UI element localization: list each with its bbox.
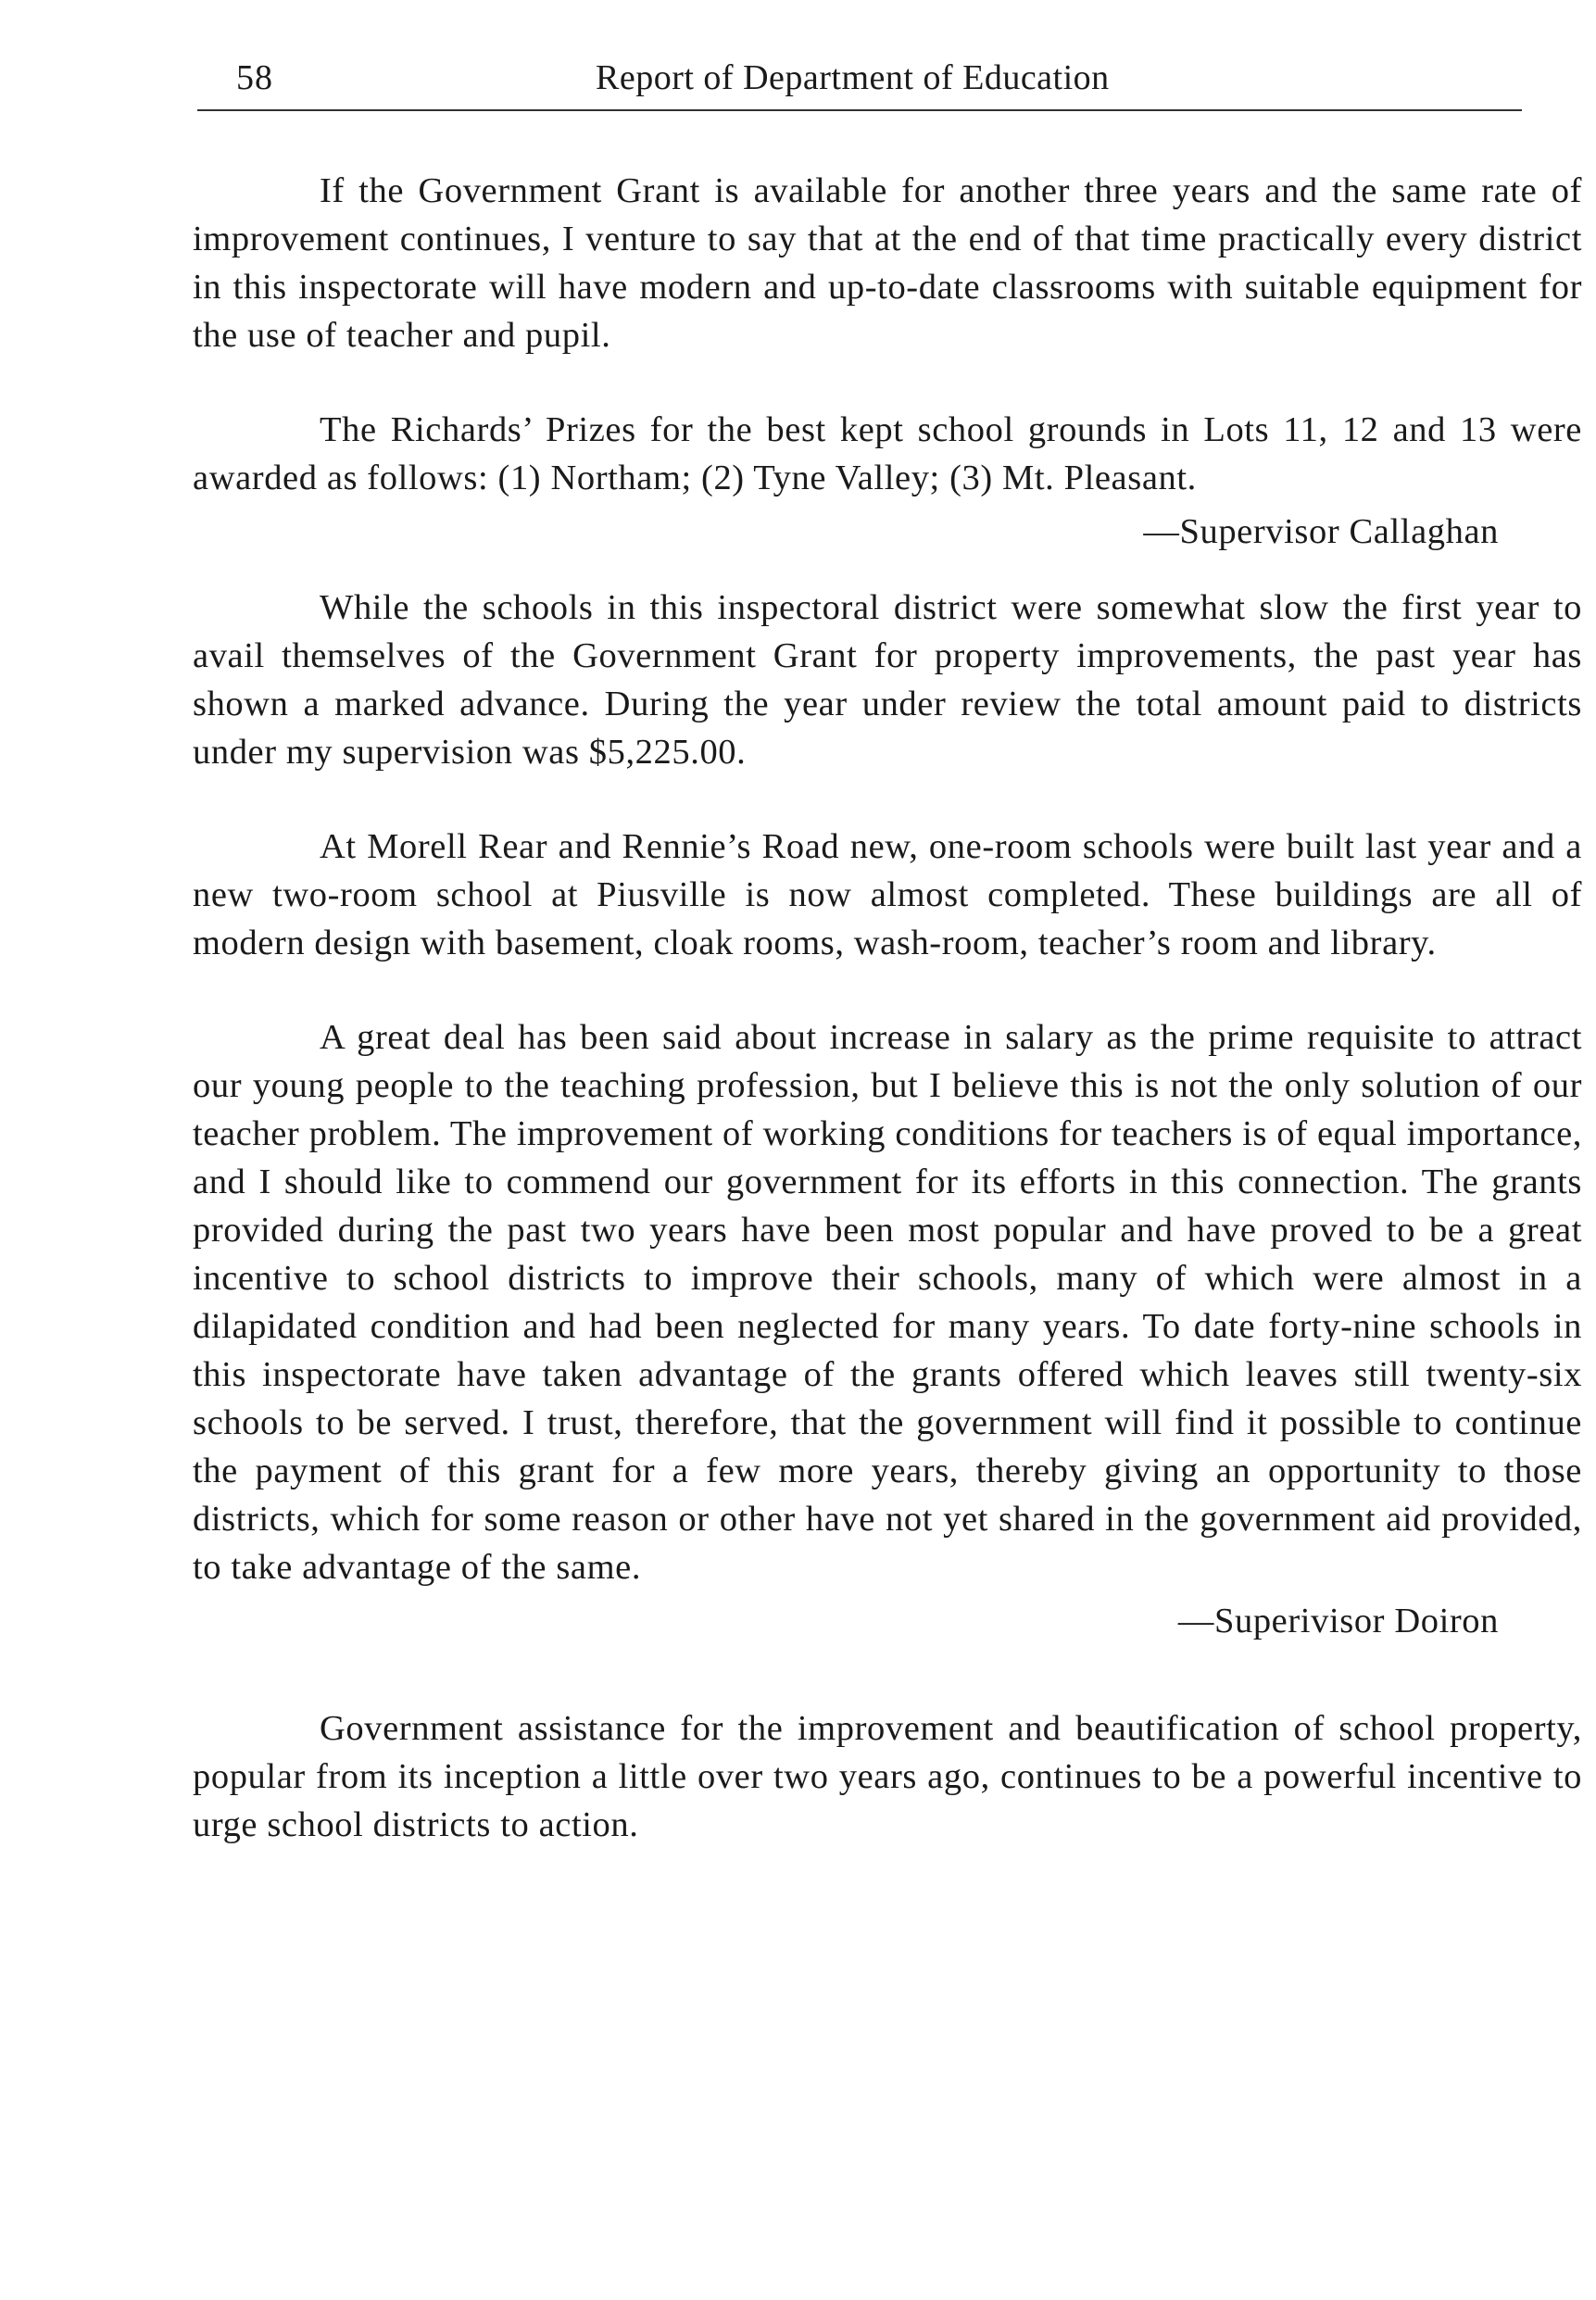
page-number: 58 (236, 58, 273, 97)
paragraph-teacher-salary: A great deal has been said about increase in salary as the prime requisite to attract our young people to the teaching profession, but I believe this is not the only solution of our teacher problem. The improvement of working conditions for teachers is of equal importance, and I should like to commend our government for its efforts in this connection. The grants provided during the past two years have been most popular and have proved to be a great incentive to school districts to improve their schools, many of which were almost in a dilapidated condition and had been neglected for many years. To date forty-nine schools in this inspectorate have taken advantage of the grants offered which leaves still twenty-six schools to be served. I trust, therefore, that the government will find it possible to continue the payment of this grant for a few more years, thereby giving an opportunity to those districts, which for some reason or other have not yet shared in the government aid provided, to take advantage of the same. (193, 1018, 1582, 1587)
paragraph-richards-prizes: The Richards’ Prizes for the best kept school grounds in Lots 11, 12 and 13 were awarded as follows: (1) Northam; (2) Tyne Valley; (3) Mt. Pleasant. (193, 410, 1582, 497)
running-title: Report of Department of Education (596, 58, 1110, 97)
page-body (193, 167, 1582, 1849)
signature-callaghan: —Supervisor Callaghan (1143, 512, 1499, 551)
paragraph-new-schools: At Morell Rear and Rennie’s Road new, one-room schools were built last year and a new two-room school at Piusville is now almost completed. These buildings are all of modern design with basement, cloak rooms, wash-room, teacher’s room and library. (193, 827, 1582, 962)
page-header (197, 54, 1522, 111)
signature-doiron: —Superivisor Doiron (1177, 1602, 1499, 1640)
paragraph-inspectoral-district: While the schools in this inspectoral district were somewhat slow the first year to avail themselves of the Government Grant for property improvements, the past year has shown a marked advance. During the year under review the total amount paid to districts under my supervision was $5,225.00. (193, 588, 1582, 772)
paragraph-grant-availability: If the Government Grant is available for another three years and the same rate of improvement continues, I venture to say that at the end of that time practically every district in this inspectorate will have modern and up-to-date classrooms with suitable equipment for the use of teacher and pupil. (193, 171, 1582, 355)
paragraph-government-assistance: Government assistance for the improvement and beautification of school property, popular from its inception a little over two years ago, continues to be a powerful incentive to urge school districts to action. (193, 1709, 1582, 1844)
